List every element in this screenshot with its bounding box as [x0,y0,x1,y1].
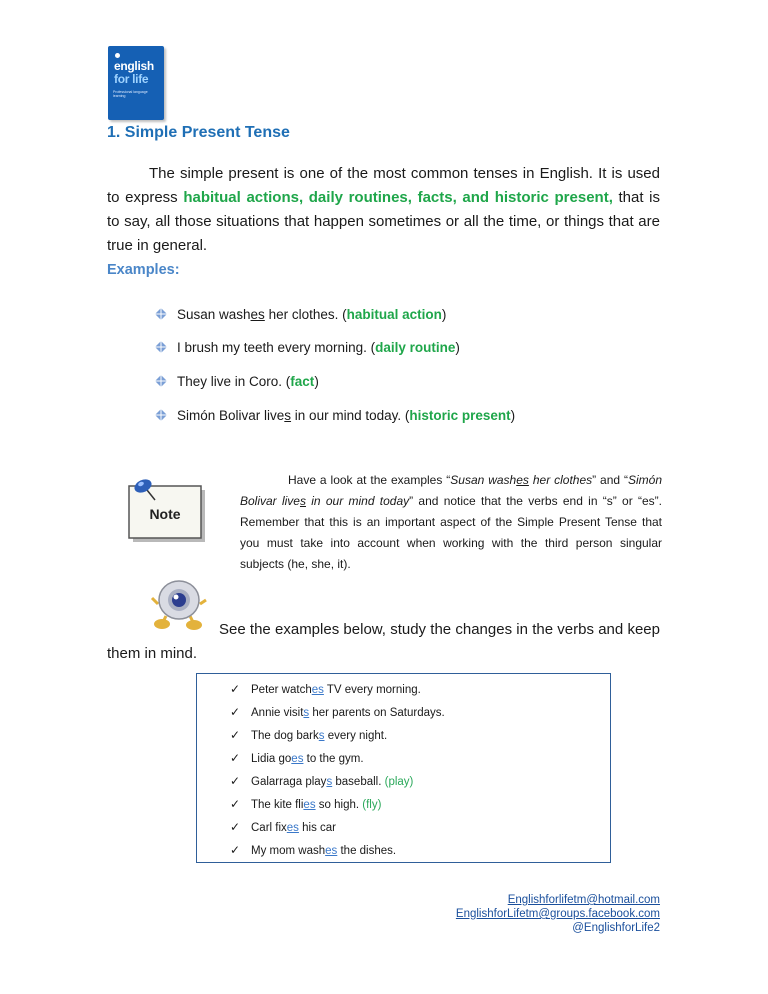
footer-facebook-link[interactable]: EnglishforLifetm@groups.facebook.com [455,908,660,920]
item-text-post: the dishes. [337,845,397,857]
intro-text-1: The simple present is one of the most common tenses in English. It is used to express [107,165,660,206]
checkmark-icon: ✓ [230,751,241,765]
example-item [155,307,446,322]
note-q1a: Susan wash [450,473,517,487]
item-text: Lidia go [251,753,292,765]
item-text-post: baseball. [332,776,385,788]
note-q1c: her clothes [528,473,593,487]
note-label: Note [149,506,181,522]
example-text: They live in Coro. ( [177,374,291,389]
item-text-post: every night. [324,730,388,742]
note-q2b: s [299,494,306,508]
note-paragraph [240,470,662,575]
item-ending: es [325,845,338,857]
logo-tagline: Professional language learning [113,90,148,98]
checkmark-icon: ✓ [230,820,241,834]
example-tag: habitual action [346,307,442,322]
verb-examples-list [197,674,610,862]
checkmark-icon: ✓ [230,843,241,857]
example-text: I brush my teeth every morning. ( [177,340,376,355]
note-q2a: Simón Bolivar live [240,473,663,508]
example-text-post: in our mind today. ( [291,408,410,423]
verb-examples-box [196,673,611,863]
example-ending: s [284,408,292,423]
note-text-1: Have a look at the examples “ [288,473,451,487]
diamond-bullet-icon [155,375,167,387]
list-item [230,816,610,839]
intro-highlight: habitual actions, daily routines, facts, and historic present, [183,189,613,206]
note-text-3: ” and notice that the verbs end in “s” or “es”. Remember that this is an important aspect of the Simple Present Tense that you must take into account when working with the third person singular subjects (he, she, it). [240,494,662,571]
footer-email-link[interactable]: Englishforlifetm@hotmail.com [507,894,660,906]
see-examples-paragraph [107,618,660,666]
item-text-post: so high. [315,799,363,811]
diamond-bullet-icon [155,308,167,320]
diamond-bullet-icon [155,341,167,353]
list-item [230,701,610,724]
item-text-post: TV every morning. [323,684,421,696]
note-text-2: ” and “ [592,473,628,487]
intro-text-2: that is to say, all those situations that happen sometimes or all the time, or things that are true in general. [107,189,661,254]
note-pushpin-icon [125,476,209,544]
item-text: The kite fli [251,799,304,811]
item-text-post: his car [298,822,337,834]
item-text: Carl fix [251,822,287,834]
diamond-bullet-icon [155,409,167,421]
item-ending: es [291,753,304,765]
example-tag: daily routine [375,340,456,355]
example-close: ) [455,340,460,355]
item-text-post: to the gym. [303,753,364,765]
item-ending: s [318,730,325,742]
item-ending: es [286,822,299,834]
item-ending: es [303,799,316,811]
note-text [240,470,662,575]
example-item [155,374,319,389]
example-text: Simón Bolivar live [177,408,285,423]
list-item [230,793,610,816]
item-base-verb: (play) [384,776,414,788]
logo-line1: english [114,59,154,73]
example-ending: es [250,307,265,322]
checkmark-icon: ✓ [230,774,241,788]
item-ending: s [326,776,333,788]
checkmark-icon: ✓ [230,728,241,742]
checkmark-icon: ✓ [230,797,241,811]
example-close: ) [510,408,516,423]
item-text: Galarraga play [251,776,327,788]
example-close: ) [441,307,447,322]
examples-heading: Examples: [107,262,180,278]
item-text-post: her parents on Saturdays. [309,707,445,719]
list-item [230,724,610,747]
item-text: Annie visit [251,707,304,719]
example-tag: historic present [409,408,511,423]
item-ending: es [311,684,324,696]
item-text: Peter watch [251,684,312,696]
list-item [230,747,610,770]
list-item [230,839,610,862]
item-base-verb: (fly) [362,799,382,811]
checkmark-icon: ✓ [230,705,241,719]
example-text: Susan wash [177,307,251,322]
example-item [155,408,515,423]
item-ending: s [303,707,310,719]
example-tag: fact [290,374,315,389]
see-examples-text: See the examples below, study the changes in the verbs and keep them in mind. [107,621,660,662]
page-title: 1. Simple Present Tense [107,124,290,141]
english-for-life-logo [108,46,164,120]
example-close: ) [314,374,319,389]
list-item [230,770,610,793]
logo-line2: for life [114,72,149,86]
footer-contacts [456,893,660,935]
list-item [230,678,610,701]
intro-paragraph [107,162,660,258]
note-q2c: in our mind today [305,494,410,508]
note-q1b: es [516,473,529,487]
example-text-post: her clothes. ( [264,307,347,322]
item-text: My mom wash [251,845,326,857]
footer-twitter-handle[interactable]: @EnglishforLife2 [572,922,660,934]
example-item [155,340,460,355]
checkmark-icon: ✓ [230,682,241,696]
item-text: The dog bark [251,730,319,742]
note-quote-1 [450,473,592,487]
logo-dot [115,53,120,58]
